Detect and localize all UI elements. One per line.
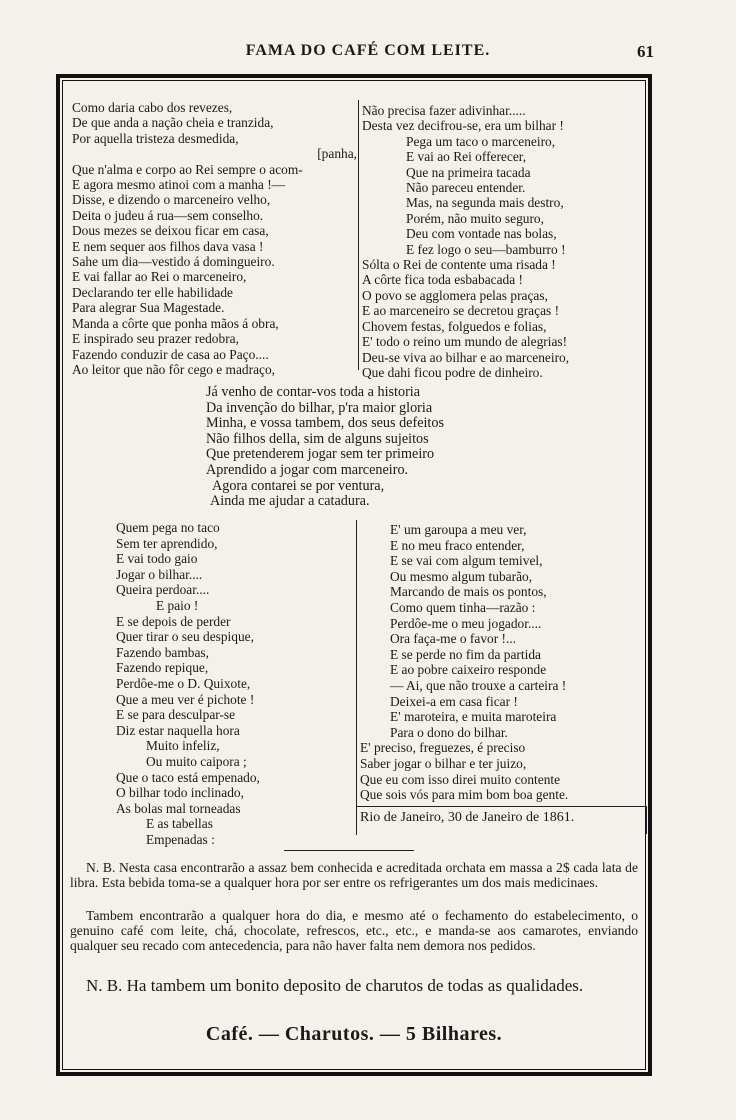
verse-line: Que n'alma e corpo ao Rei sempre o acom- [72,161,303,177]
verse-line: E se perde no fim da partida [390,646,541,662]
verse-line: Dous mezes se deixou ficar em casa, [72,223,269,239]
verse-line: Não filhos della, sim de alguns sujeitos [206,430,429,447]
verse-line: Jogar o bilhar.... [116,566,203,582]
verse-line: Ou mesmo algum tubarão, [390,568,533,584]
verse-line: Ao leitor que não fôr cego e madraço, [72,361,276,377]
verse-line: Porém, não muito seguro, [406,210,544,226]
verse-line: Deu com vontade nas bolas, [406,226,557,242]
verse-line: E inspirado seu prazer redobra, [72,331,239,347]
verse-line: O bilhar todo inclinado, [116,785,244,801]
verse-line: Não pareceu entender. [406,180,526,196]
verse-line: Deita o judeu á rua—sem conselho. [72,207,264,223]
verse-line: E' todo o reino um mundo de alegrias! [362,334,568,350]
verse-line: Pega um taco o marceneiro, [406,133,556,149]
column-divider [358,100,359,370]
verse-line: E se vai com algum temivel, [390,553,543,569]
verse-line: Quer tirar o seu despique, [116,629,254,645]
verse-line: Declarando ter elle habilidade [72,284,233,300]
verse-line: Que pretenderem jogar sem ter primeiro [206,446,435,463]
verse-line: Fazendo repique, [116,660,209,676]
verse-line: Que o taco está empenado, [116,769,260,785]
verse-line: Por aquella tristeza desmedida, [72,130,239,146]
signature-line: Rio de Janeiro, 30 de Janeiro de 1861. [360,810,575,825]
verse-line: E paio ! [156,597,199,613]
note-orchata: N. B. Nesta casa encontrarão a assaz bem conhecida e acreditada orchata em massa a 2$ cada lata de libra. Esta bebida toma-se a qualquer hora por ser entre os refrigerantes um dos mais medicinaes. [70,860,638,890]
verse-line: Agora contarei se por ventura, [212,477,385,494]
page-number: 61 [637,42,654,61]
verse-line: Como daria cabo dos revezes, [72,100,233,115]
verse-line: E no meu fraco entender, [390,537,525,553]
verse-line: A côrte fica toda esbabacada ! [362,272,523,288]
verse-line: De que anda a nação cheia e tranzida, [72,115,274,131]
verse-line: Para alegrar Sua Magestade. [72,300,225,316]
verse-line: Desta vez decifrou-se, era um bilhar ! [362,118,564,134]
verse-line: Da invenção do bilhar, p'ra maior gloria [206,399,433,416]
verse-line: As bolas mal torneadas [116,800,241,816]
verse-line: Deu-se viva ao bilhar e ao marceneiro, [362,349,570,365]
verse-line: Empenadas : [146,831,215,847]
verse-line: Como quem tinha—razão : [390,599,536,615]
verse-line: E ao marceneiro se decretou graças ! [362,303,560,319]
verse-line: Mas, na segunda mais destro, [406,195,564,211]
signature-box-edge [646,806,647,834]
column-divider [356,520,357,835]
verse-line: Diz estar naquella hora [116,722,240,738]
running-title: FAMA DO CAFÉ COM LEITE. [245,42,491,59]
verse-line: Que sois vós para mim bom boa gente. [360,787,569,803]
verse-line: Para o dono do bilhar. [390,724,508,740]
signature-rule [356,806,646,807]
section-divider [284,850,414,851]
verse-line: Deixei-a em casa ficar ! [390,693,518,709]
page-header [0,40,736,66]
verse-line: O povo se agglomera pelas praças, [362,287,548,303]
verse-line: E vai todo gaio [116,551,198,567]
verse-line: Que dahi ficou podre de dinheiro. [362,364,543,380]
verse-line: Manda a côrte que ponha mãos á obra, [72,315,279,331]
verse-line: E' um garoupa a meu ver, [390,522,527,537]
verse-line: E' maroteira, e muita maroteira [390,709,557,725]
verse-line: Sem ter aprendido, [116,535,218,551]
verse-line: Perdôe-me o D. Quixote, [116,675,251,691]
verse-line: Sólta o Rei de contente uma risada ! [362,257,556,273]
poem-top-left [72,100,357,377]
verse-line: E ao pobre caixeiro responde [390,662,547,678]
verse-line: Saber jogar o bilhar e ter juizo, [360,755,527,771]
verse-line: Já venho de contar-vos toda a historia [206,384,421,400]
verse-line: E se para desculpar-se [116,707,236,723]
verse-line: Não precisa fazer adivinhar..... [362,103,526,118]
verse-line: E as tabellas [146,816,213,832]
verse-line: E vai ao Rei offerecer, [406,149,527,165]
verse-line: Muito infeliz, [146,738,220,754]
verse-line: Chovem festas, folguedos e folias, [362,318,547,334]
verse-line: Fazendo conduzir de casa ao Paço.... [72,346,269,362]
verse-line: Quem pega no taco [116,520,220,535]
note-cafe: Tambem encontrarão a qualquer hora do dia, e mesmo até o fechamento do estabelecimento, o genuino café com leite, chá, chocolate, refrescos, etc., etc., e manda-se aos camarotes, enviando qualquer seu recado com antecedencia, para não haver falta nem demora nos pedidos. [70,908,638,953]
verse-line: Disse, e dizendo o marceneiro velho, [72,192,271,208]
footer-title: Café. — Charutos. — 5 Bilhares. [205,1023,503,1045]
verse-line: Marcando de mais os pontos, [390,584,547,600]
verse-line: Ainda me ajudar a catadura. [210,493,370,510]
verse-line: E agora mesmo atinoi com a manha !— [72,177,286,193]
verse-line: E' preciso, freguezes, é preciso [360,740,526,756]
poem-bottom-left [116,520,346,847]
verse-line: Que eu com isso direi muito contente [360,771,561,787]
verse-line: Fazendo bambas, [116,644,209,660]
poem-bottom-right [360,522,642,803]
verse-line: — Ai, que não trouxe a carteira ! [390,677,567,693]
verse-line: Ora faça-me o favor !... [390,631,517,647]
poem-middle [206,385,546,510]
verse-line: Que na primeira tacada [406,164,531,180]
verse-line: E vai fallar ao Rei o marceneiro, [72,269,247,285]
verse-line: E se depois de perder [116,613,231,629]
verse-line: Que a meu ver é pichote ! [116,691,255,707]
verse-line: Queira perdoar.... [116,582,210,598]
verse-line: Ou muito caipora ; [146,753,247,769]
verse-line: Minha, e vossa tambem, dos seus defeitos [206,415,444,432]
note-charutos: N. B. Ha tambem um bonito deposito de charutos de todas as qualidades. [86,976,584,995]
verse-line: Sahe um dia—vestido á domingueiro. [72,254,275,270]
verse-line: Aprendido a jogar com marceneiro. [206,461,409,478]
verse-line: E nem sequer aos filhos dava vasa ! [72,238,264,254]
poem-top-right [362,103,644,380]
verse-line: Perdôe-me o meu jogador.... [390,615,542,631]
verse-line: E fez logo o seu—bamburro ! [406,241,566,257]
verse-line-overflow: [panha, [317,146,357,162]
